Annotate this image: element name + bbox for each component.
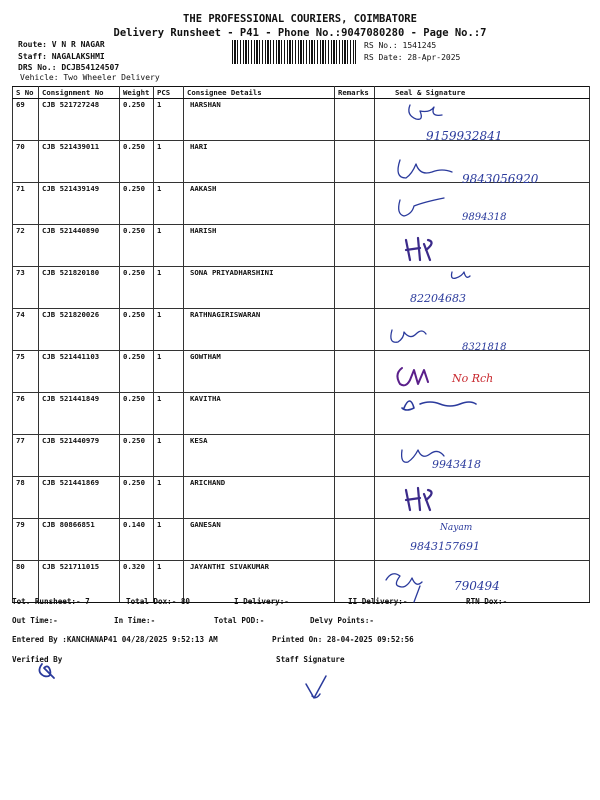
table-row (13, 351, 590, 393)
total-runsheet: Tot. Runsheet:- 7 (12, 597, 90, 606)
cell-sno: 69 (13, 99, 39, 141)
total-pod: Total POD:- (214, 616, 265, 625)
cell-pcs: 1 (154, 99, 184, 141)
ii-delivery: II Delivery:- (348, 597, 408, 606)
cell-pcs: 1 (154, 435, 184, 477)
table-row (13, 225, 590, 267)
cell-sno: 73 (13, 267, 39, 309)
cell-weight: 0.250 (120, 141, 154, 183)
cell-consignee: SONA PRIYADHARSHINI (184, 267, 335, 309)
cell-consignee: KAVITHA (184, 393, 335, 435)
cell-consignee: JAYANTHI SIVAKUMAR (184, 561, 335, 603)
cell-consignee: HARISH (184, 225, 335, 267)
cell-sno: 74 (13, 309, 39, 351)
rtn-dox: RTN Dox:- (466, 597, 508, 606)
cell-consignee: KESA (184, 435, 335, 477)
cell-signature (375, 393, 590, 435)
rs-date: RS Date: 28-Apr-2025 (364, 53, 461, 62)
column-header: PCS (154, 87, 184, 99)
table-row (13, 393, 590, 435)
vehicle-label: Vehicle: Two Wheeler Delivery (20, 73, 160, 82)
table-row (13, 141, 590, 183)
cell-pcs: 1 (154, 351, 184, 393)
handwritten-phone-79: 9843157691 (410, 540, 480, 553)
cell-consignee: GOWTHAM (184, 351, 335, 393)
handwritten-phone-74: 8321818 (462, 342, 507, 353)
cell-remarks (335, 141, 375, 183)
cell-signature (375, 141, 590, 183)
cell-sno: 80 (13, 561, 39, 603)
cell-weight: 0.250 (120, 477, 154, 519)
column-header: Seal & Signature (375, 87, 590, 99)
cell-weight: 0.250 (120, 393, 154, 435)
handwritten-phone-80: 790494 (454, 579, 500, 593)
table-row (13, 267, 590, 309)
cell-remarks (335, 351, 375, 393)
handwritten-phone-71: 9894318 (462, 212, 507, 223)
cell-consignment: CJB 521440979 (39, 435, 120, 477)
cell-consignment: CJB 521439011 (39, 141, 120, 183)
cell-weight: 0.140 (120, 519, 154, 561)
printed-on: Printed On: 28-04-2025 09:52:56 (272, 635, 414, 644)
column-header: Remarks (335, 87, 375, 99)
column-header: Consignee Details (184, 87, 335, 99)
company-title: THE PROFESSIONAL COURIERS, COIMBATORE (183, 13, 417, 25)
cell-remarks (335, 99, 375, 141)
total-dox: Total Dox:- 80 (126, 597, 191, 606)
barcode (232, 40, 356, 64)
table-row (13, 183, 590, 225)
entered-by: Entered By :KANCHANAP41 04/28/2025 9:52:13 AM (12, 635, 218, 644)
handwritten-note-75: No Rch (452, 372, 494, 385)
cell-pcs: 1 (154, 141, 184, 183)
handwritten-phone-70: 9843056920 (462, 172, 539, 186)
cell-sno: 75 (13, 351, 39, 393)
cell-sno: 76 (13, 393, 39, 435)
cell-remarks (335, 519, 375, 561)
cell-remarks (335, 183, 375, 225)
handwritten-phone-73: 82204683 (410, 292, 466, 305)
cell-consignment: CJB 521440890 (39, 225, 120, 267)
cell-consignee: HARSHAN (184, 99, 335, 141)
cell-consignee: RATHNAGIRISWARAN (184, 309, 335, 351)
i-delivery: I Delivery:- (234, 597, 289, 606)
cell-remarks (335, 393, 375, 435)
column-header: Consignment No (39, 87, 120, 99)
cell-signature (375, 183, 590, 225)
cell-weight: 0.250 (120, 351, 154, 393)
cell-pcs: 1 (154, 225, 184, 267)
cell-remarks (335, 267, 375, 309)
cell-pcs: 1 (154, 183, 184, 225)
table-row (13, 477, 590, 519)
column-header: S No (13, 87, 39, 99)
staff-label: Staff: NAGALAKSHMI (18, 52, 105, 61)
cell-weight: 0.250 (120, 309, 154, 351)
cell-weight: 0.250 (120, 267, 154, 309)
cell-signature (375, 519, 590, 561)
cell-remarks (335, 435, 375, 477)
cell-weight: 0.250 (120, 225, 154, 267)
table-header-row (13, 87, 590, 99)
verified-by-label: Verified By (12, 655, 63, 664)
cell-consignee: HARI (184, 141, 335, 183)
cell-signature (375, 309, 590, 351)
cell-weight: 0.250 (120, 99, 154, 141)
cell-pcs: 1 (154, 309, 184, 351)
cell-signature (375, 267, 590, 309)
cell-remarks (335, 477, 375, 519)
cell-pcs: 1 (154, 519, 184, 561)
cell-consignment: CJB 521439149 (39, 183, 120, 225)
table-row (13, 99, 590, 141)
drs-number: DRS No.: DCJB54124507 (18, 63, 120, 72)
cell-remarks (335, 225, 375, 267)
in-time: In Time:- (114, 616, 156, 625)
handwritten-phone-77: 9943418 (432, 458, 481, 471)
cell-consignment: CJB 80866851 (39, 519, 120, 561)
delvy-points: Delvy Points:- (310, 616, 375, 625)
cell-consignment: CJB 521820180 (39, 267, 120, 309)
staff-signature-mark (306, 676, 326, 698)
runsheet-subtitle: Delivery Runsheet - P41 - Phone No.:9047080280 - Page No.:7 (113, 27, 487, 39)
route-label: Route: V N R NAGAR (18, 40, 105, 49)
cell-consignment: CJB 521727248 (39, 99, 120, 141)
cell-weight: 0.250 (120, 435, 154, 477)
table-row (13, 435, 590, 477)
cell-pcs: 1 (154, 561, 184, 603)
handwritten-phone-69: 9159932841 (426, 129, 503, 143)
cell-signature (375, 477, 590, 519)
cell-sno: 71 (13, 183, 39, 225)
column-header: Weight (120, 87, 154, 99)
cell-sno: 70 (13, 141, 39, 183)
cell-pcs: 1 (154, 393, 184, 435)
cell-signature (375, 435, 590, 477)
cell-consignee: AAKASH (184, 183, 335, 225)
runsheet-table (12, 86, 590, 603)
cell-sno: 78 (13, 477, 39, 519)
cell-signature (375, 351, 590, 393)
cell-signature (375, 99, 590, 141)
table-row (13, 519, 590, 561)
cell-pcs: 1 (154, 267, 184, 309)
staff-signature-label: Staff Signature (276, 655, 345, 664)
cell-remarks (335, 309, 375, 351)
out-time: Out Time:- (12, 616, 58, 625)
verified-by-signature (39, 664, 54, 678)
cell-consignment: CJB 521711015 (39, 561, 120, 603)
cell-consignment: CJB 521441103 (39, 351, 120, 393)
cell-consignee: GANESAN (184, 519, 335, 561)
cell-weight: 0.320 (120, 561, 154, 603)
cell-weight: 0.250 (120, 183, 154, 225)
cell-consignee: ARICHAND (184, 477, 335, 519)
cell-sno: 77 (13, 435, 39, 477)
table-row (13, 309, 590, 351)
cell-sno: 79 (13, 519, 39, 561)
cell-pcs: 1 (154, 477, 184, 519)
cell-consignment: CJB 521441849 (39, 393, 120, 435)
cell-consignment: CJB 521441869 (39, 477, 120, 519)
handwritten-name-79: Nayam (440, 523, 473, 533)
cell-consignment: CJB 521820026 (39, 309, 120, 351)
cell-sno: 72 (13, 225, 39, 267)
cell-signature (375, 225, 590, 267)
rs-number: RS No.: 1541245 (364, 41, 437, 50)
